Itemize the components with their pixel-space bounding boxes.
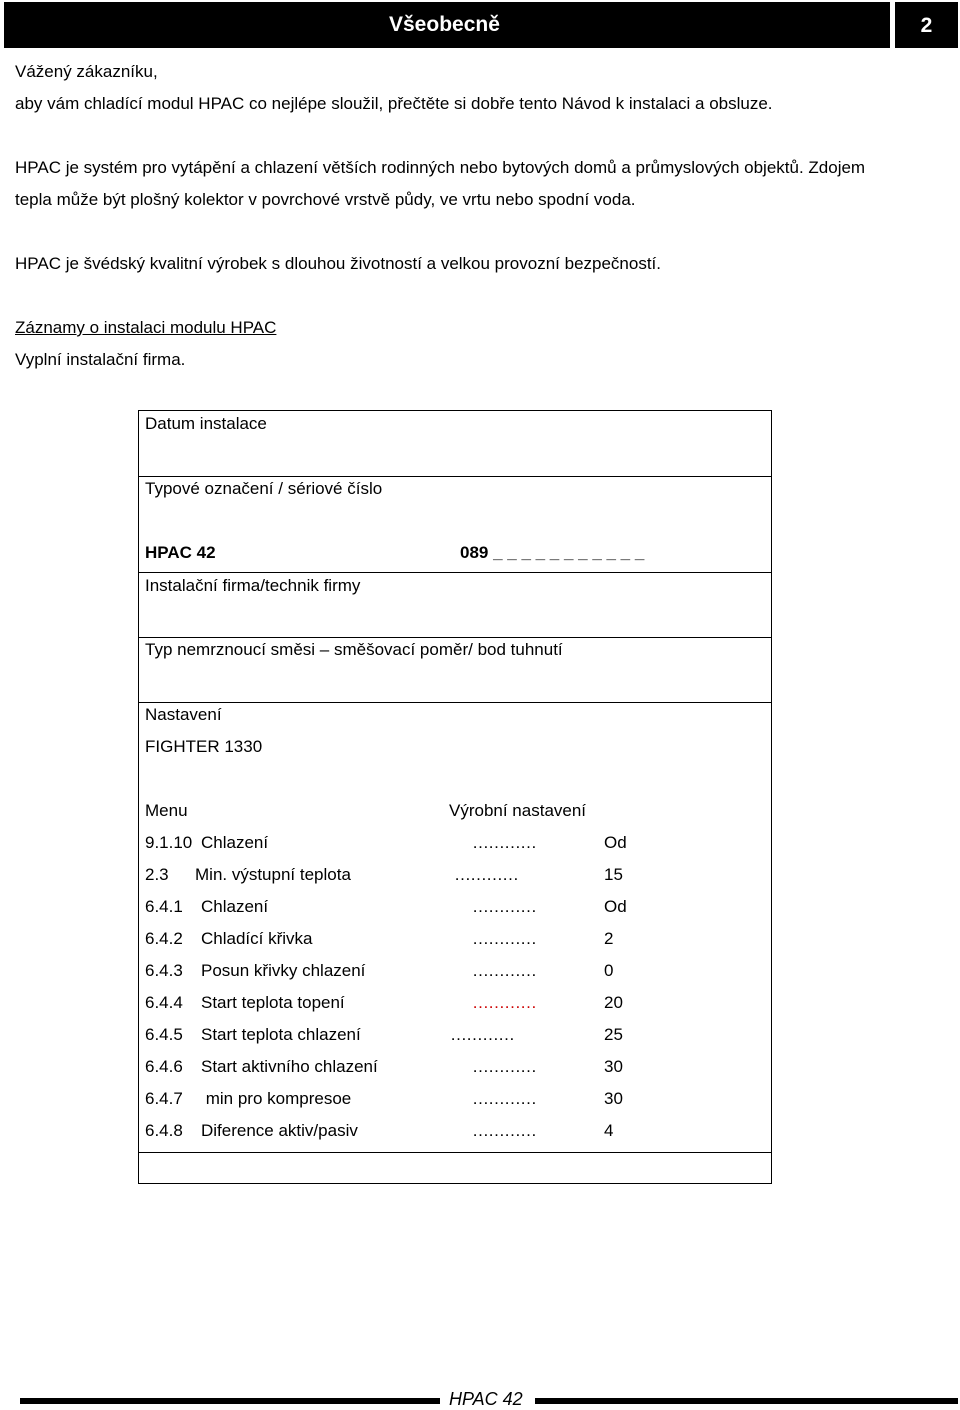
menu-header: Menu xyxy=(145,801,188,820)
setting-code: 6.4.4 xyxy=(145,993,183,1012)
intro-line-2: HPAC je systém pro vytápění a chlazení větších rodinných nebo bytových domů a průmyslových objektů. Zdojem xyxy=(15,158,866,177)
setting-code: 6.4.2 xyxy=(145,929,183,948)
setting-code: 6.4.7 xyxy=(145,1089,183,1108)
setting-name: Chlazení xyxy=(201,833,269,852)
setting-name: Posun křivky chlazení xyxy=(201,961,366,980)
setting-code: 6.4.8 xyxy=(145,1121,183,1140)
install-date-label: Datum instalace xyxy=(145,414,267,433)
records-heading: Záznamy o instalaci modulu HPAC xyxy=(15,318,277,337)
footer-rule-right xyxy=(535,1398,958,1404)
setting-value: Od xyxy=(604,833,627,852)
setting-value: Od xyxy=(604,897,627,916)
footer-rule-left xyxy=(20,1398,440,1404)
setting-code: 6.4.5 xyxy=(145,1025,183,1044)
divider xyxy=(138,572,772,573)
section-title: Všeobecně xyxy=(389,13,500,36)
setting-code: 6.4.6 xyxy=(145,1057,183,1076)
setting-name: Chlazení xyxy=(201,897,269,916)
divider xyxy=(138,476,772,477)
type-serial-label: Typové označení / sériové číslo xyxy=(145,479,383,498)
setting-dots: ………… xyxy=(472,1089,536,1108)
controller-label: FIGHTER 1330 xyxy=(145,737,263,756)
setting-name: Start aktivního chlazení xyxy=(201,1057,378,1076)
divider xyxy=(138,637,772,638)
setting-dots: ………… xyxy=(472,1057,536,1076)
settings-label: Nastavení xyxy=(145,705,222,724)
intro-line-3: tepla může být plošný kolektor v povrchové vrstvě půdy, ve vrtu nebo spodní voda. xyxy=(15,190,636,209)
setting-dots: ………… xyxy=(472,961,536,980)
setting-code: 6.4.3 xyxy=(145,961,183,980)
setting-name: Start teplota topení xyxy=(201,993,345,1012)
setting-value: 30 xyxy=(604,1057,623,1076)
setting-value: 25 xyxy=(604,1025,623,1044)
setting-dots: ………… xyxy=(472,833,536,852)
setting-value: 0 xyxy=(604,961,614,980)
setting-name: Chladící křivka xyxy=(201,929,313,948)
setting-dots: ………… xyxy=(454,865,518,884)
setting-name: Diference aktiv/pasiv xyxy=(201,1121,358,1140)
records-note: Vyplní instalační firma. xyxy=(15,350,186,369)
intro-line-1: aby vám chladící modul HPAC co nejlépe sloužil, přečtěte si dobře tento Návod k instalaci a obsluze. xyxy=(15,94,773,113)
setting-value: 2 xyxy=(604,929,614,948)
setting-dots: ………… xyxy=(450,1025,514,1044)
setting-value: 15 xyxy=(604,865,623,884)
model-label: HPAC 42 xyxy=(145,543,216,562)
setting-code: 9.1.10 xyxy=(145,833,193,852)
page-number: 2 xyxy=(895,2,958,48)
serial-number: 089 _ _ _ _ _ _ _ _ _ _ _ xyxy=(460,543,645,562)
divider xyxy=(138,1152,772,1153)
setting-name: Min. výstupní teplota xyxy=(195,865,351,884)
setting-name: min pro kompresoe xyxy=(201,1089,352,1108)
installer-label: Instalační firma/technik firmy xyxy=(145,576,361,595)
setting-code: 2.3 xyxy=(145,865,169,884)
intro-line-4: HPAC je švédský kvalitní výrobek s dlouhou životností a velkou provozní bezpečností. xyxy=(15,254,662,273)
setting-dots: ………… xyxy=(472,897,536,916)
setting-dots: ………… xyxy=(472,929,536,948)
setting-code: 6.4.1 xyxy=(145,897,183,916)
greeting: Vážený zákazníku, xyxy=(15,62,158,81)
footer-label: HPAC 42 xyxy=(449,1389,523,1409)
setting-name: Start teplota chlazení xyxy=(201,1025,361,1044)
setting-value: 20 xyxy=(604,993,623,1012)
setting-dots: ………… xyxy=(472,993,536,1012)
setting-value: 30 xyxy=(604,1089,623,1108)
setting-value: 4 xyxy=(604,1121,614,1140)
divider xyxy=(138,702,772,703)
section-header-bar xyxy=(4,2,890,48)
factory-settings-header: Výrobní nastavení xyxy=(449,801,587,820)
antifreeze-label: Typ nemrznoucí směsi – směšovací poměr/ bod tuhnutí xyxy=(145,640,563,659)
setting-dots: ………… xyxy=(472,1121,536,1140)
